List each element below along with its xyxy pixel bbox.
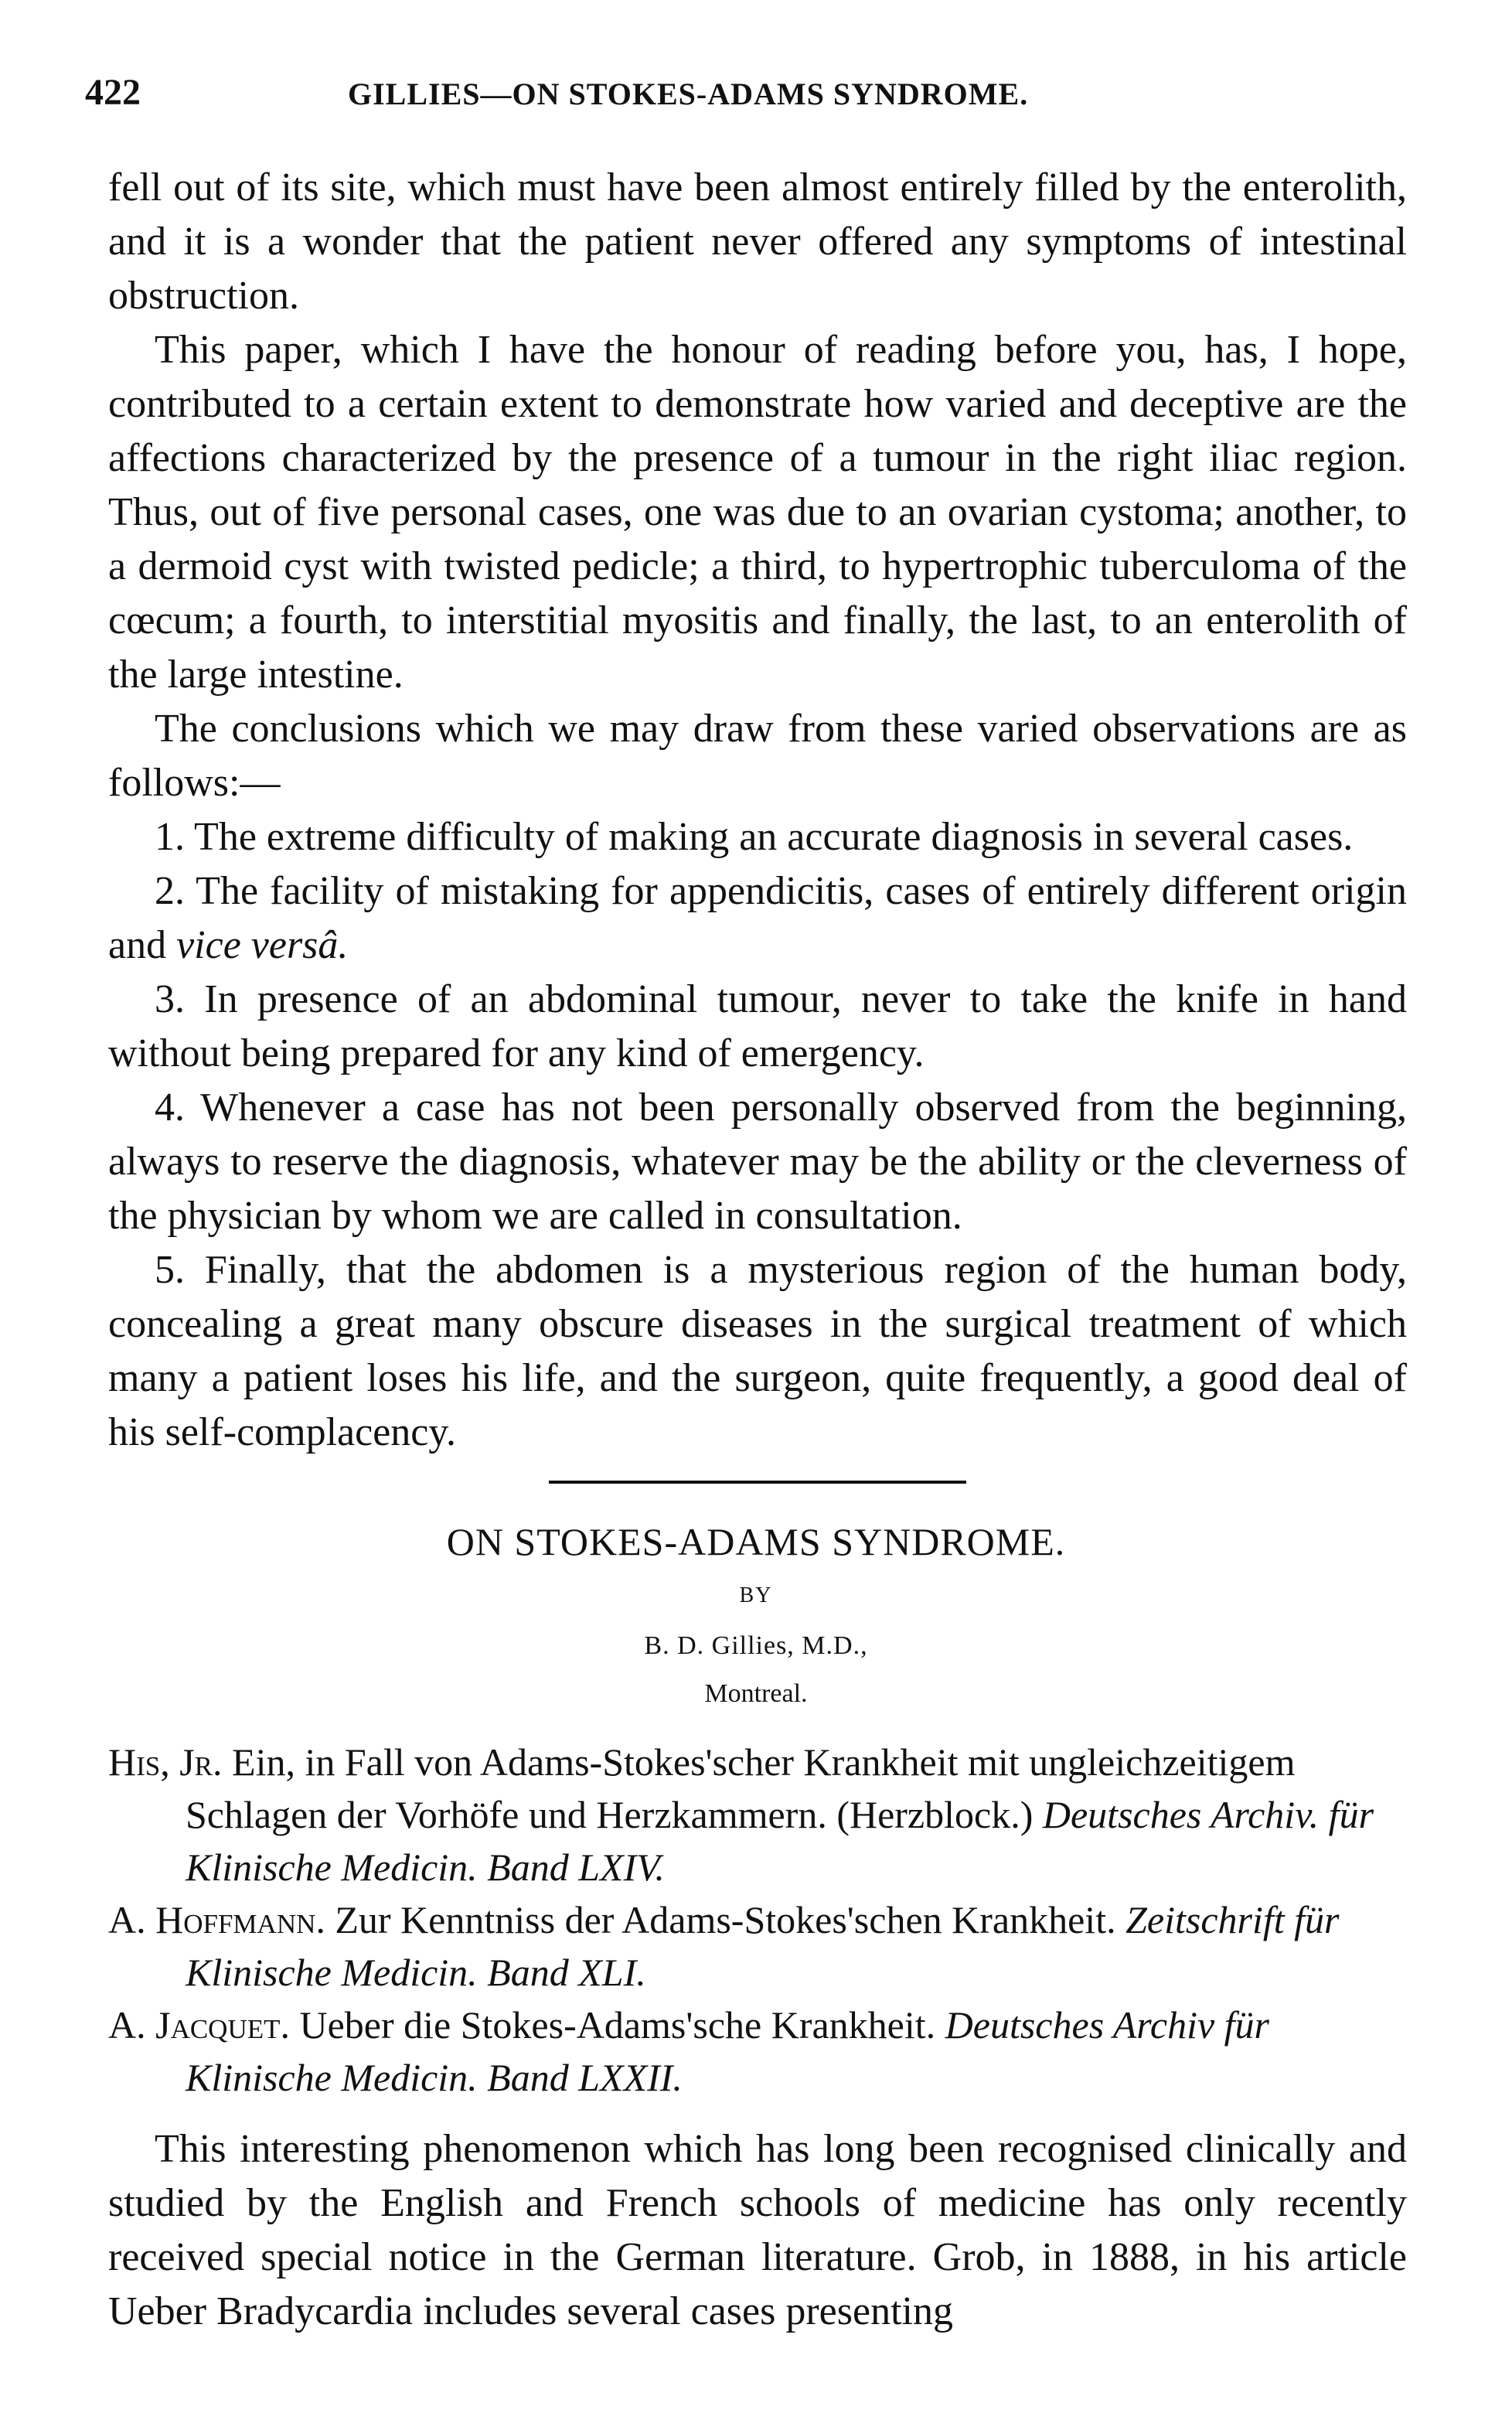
reference-source: Zeitschrift für Klinische Medicin. Band XLI. xyxy=(186,1898,1340,1994)
running-head: GILLIES—ON STOKES-ADAMS SYNDROME. xyxy=(348,77,1029,111)
article-title: ON STOKES-ADAMS SYNDROME. xyxy=(446,1520,1066,1563)
paragraph-opening: This interesting phenomenon which has long been recognised clinically and studied by the English and French schools of medicine has only recently received special notice in the German literature. Grob, in 1888, in his article Ueber Bradycardia includes several cases presenting xyxy=(108,2127,1407,2333)
reference-list xyxy=(108,1736,1422,2104)
reference-author: A. Hoffmann. xyxy=(108,1898,325,1941)
reference-item xyxy=(108,1736,1422,1893)
conclusion-item-4: 4. Whenever a case has not been personally observed from the beginning, always to reserve the diagnosis, whatever may be the ability or the cleverness of the physician by whom we are called in consultation. xyxy=(108,1086,1407,1238)
vice-versa-phrase: vice versâ. xyxy=(176,923,349,967)
paragraph-continued: fell out of its site, which must have been almost entirely filled by the enterolith, and it is a wonder that the patient never offered any symptoms of intestinal obstruction. xyxy=(108,165,1407,318)
reference-item xyxy=(108,1999,1422,2104)
article-author: B. D. Gillies, M.D., xyxy=(644,1631,868,1660)
reference-text: Zur Kenntniss der Adams-Stokes'schen Krankheit. xyxy=(325,1898,1126,1941)
reference-author: A. Jacquet. xyxy=(108,2003,290,2047)
article-place: Montreal. xyxy=(704,1679,808,1708)
reference-text: Ueber die Stokes-Adams'sche Krankheit. xyxy=(290,2003,945,2047)
reference-text: Ein, in Fall von Adams-Stokes'scher Krankheit mit ungleichzeitigem Schlagen der Vorhöfe und Herzkammern. (Herzblock.) xyxy=(186,1740,1296,1836)
paragraph-conclusions-intro: The conclusions which we may draw from these varied observations are as follows:— xyxy=(108,707,1407,805)
main-text xyxy=(108,161,1407,1460)
reference-author: His, Jr. xyxy=(108,1740,223,1784)
section-divider xyxy=(549,1481,966,1484)
article-byline-by: BY xyxy=(739,1583,773,1607)
page-header xyxy=(85,71,1415,125)
conclusion-item-2 xyxy=(108,864,1407,973)
article-body xyxy=(108,2122,1407,2339)
reference-item xyxy=(108,1893,1422,1999)
paragraph-summary: This paper, which I have the honour of reading before you, has, I hope, contributed to a certain extent to demonstrate how varied and deceptive are the affections characterized by the presence of a tumour in the right iliac region. Thus, out of five personal cases, one was due to an ovarian cystoma; another, to a dermoid cyst with twisted pedicle; a third, to hypertrophic tuberculoma of the cœcum; a fourth, to interstitial myositis and finally, the last, to an enterolith of the large intestine. xyxy=(108,328,1407,697)
conclusion-item-1: 1. The extreme difficulty of making an accurate diagnosis in several cases. xyxy=(155,815,1354,859)
conclusion-item-5: 5. Finally, that the abdomen is a mysterious region of the human body, concealing a great many obscure diseases in the surgical treatment of which many a patient loses his life, and the surgeon, quite frequently, a good deal of his self-complacency. xyxy=(108,1248,1407,1454)
reference-source: Deutsches Archiv für Klinische Medicin. Band LXXII. xyxy=(186,2003,1270,2099)
conclusion-item-2-text: 2. The facility of mistaking for appendicitis, cases of entirely different origin and xyxy=(108,869,1407,967)
reference-source: Deutsches Archiv. für Klinische Medicin. Band LXIV. xyxy=(186,1793,1374,1889)
conclusion-item-3: 3. In presence of an abdominal tumour, never to take the knife in hand without being prepared for any kind of emergency. xyxy=(108,977,1407,1075)
page-number: 422 xyxy=(85,72,141,113)
